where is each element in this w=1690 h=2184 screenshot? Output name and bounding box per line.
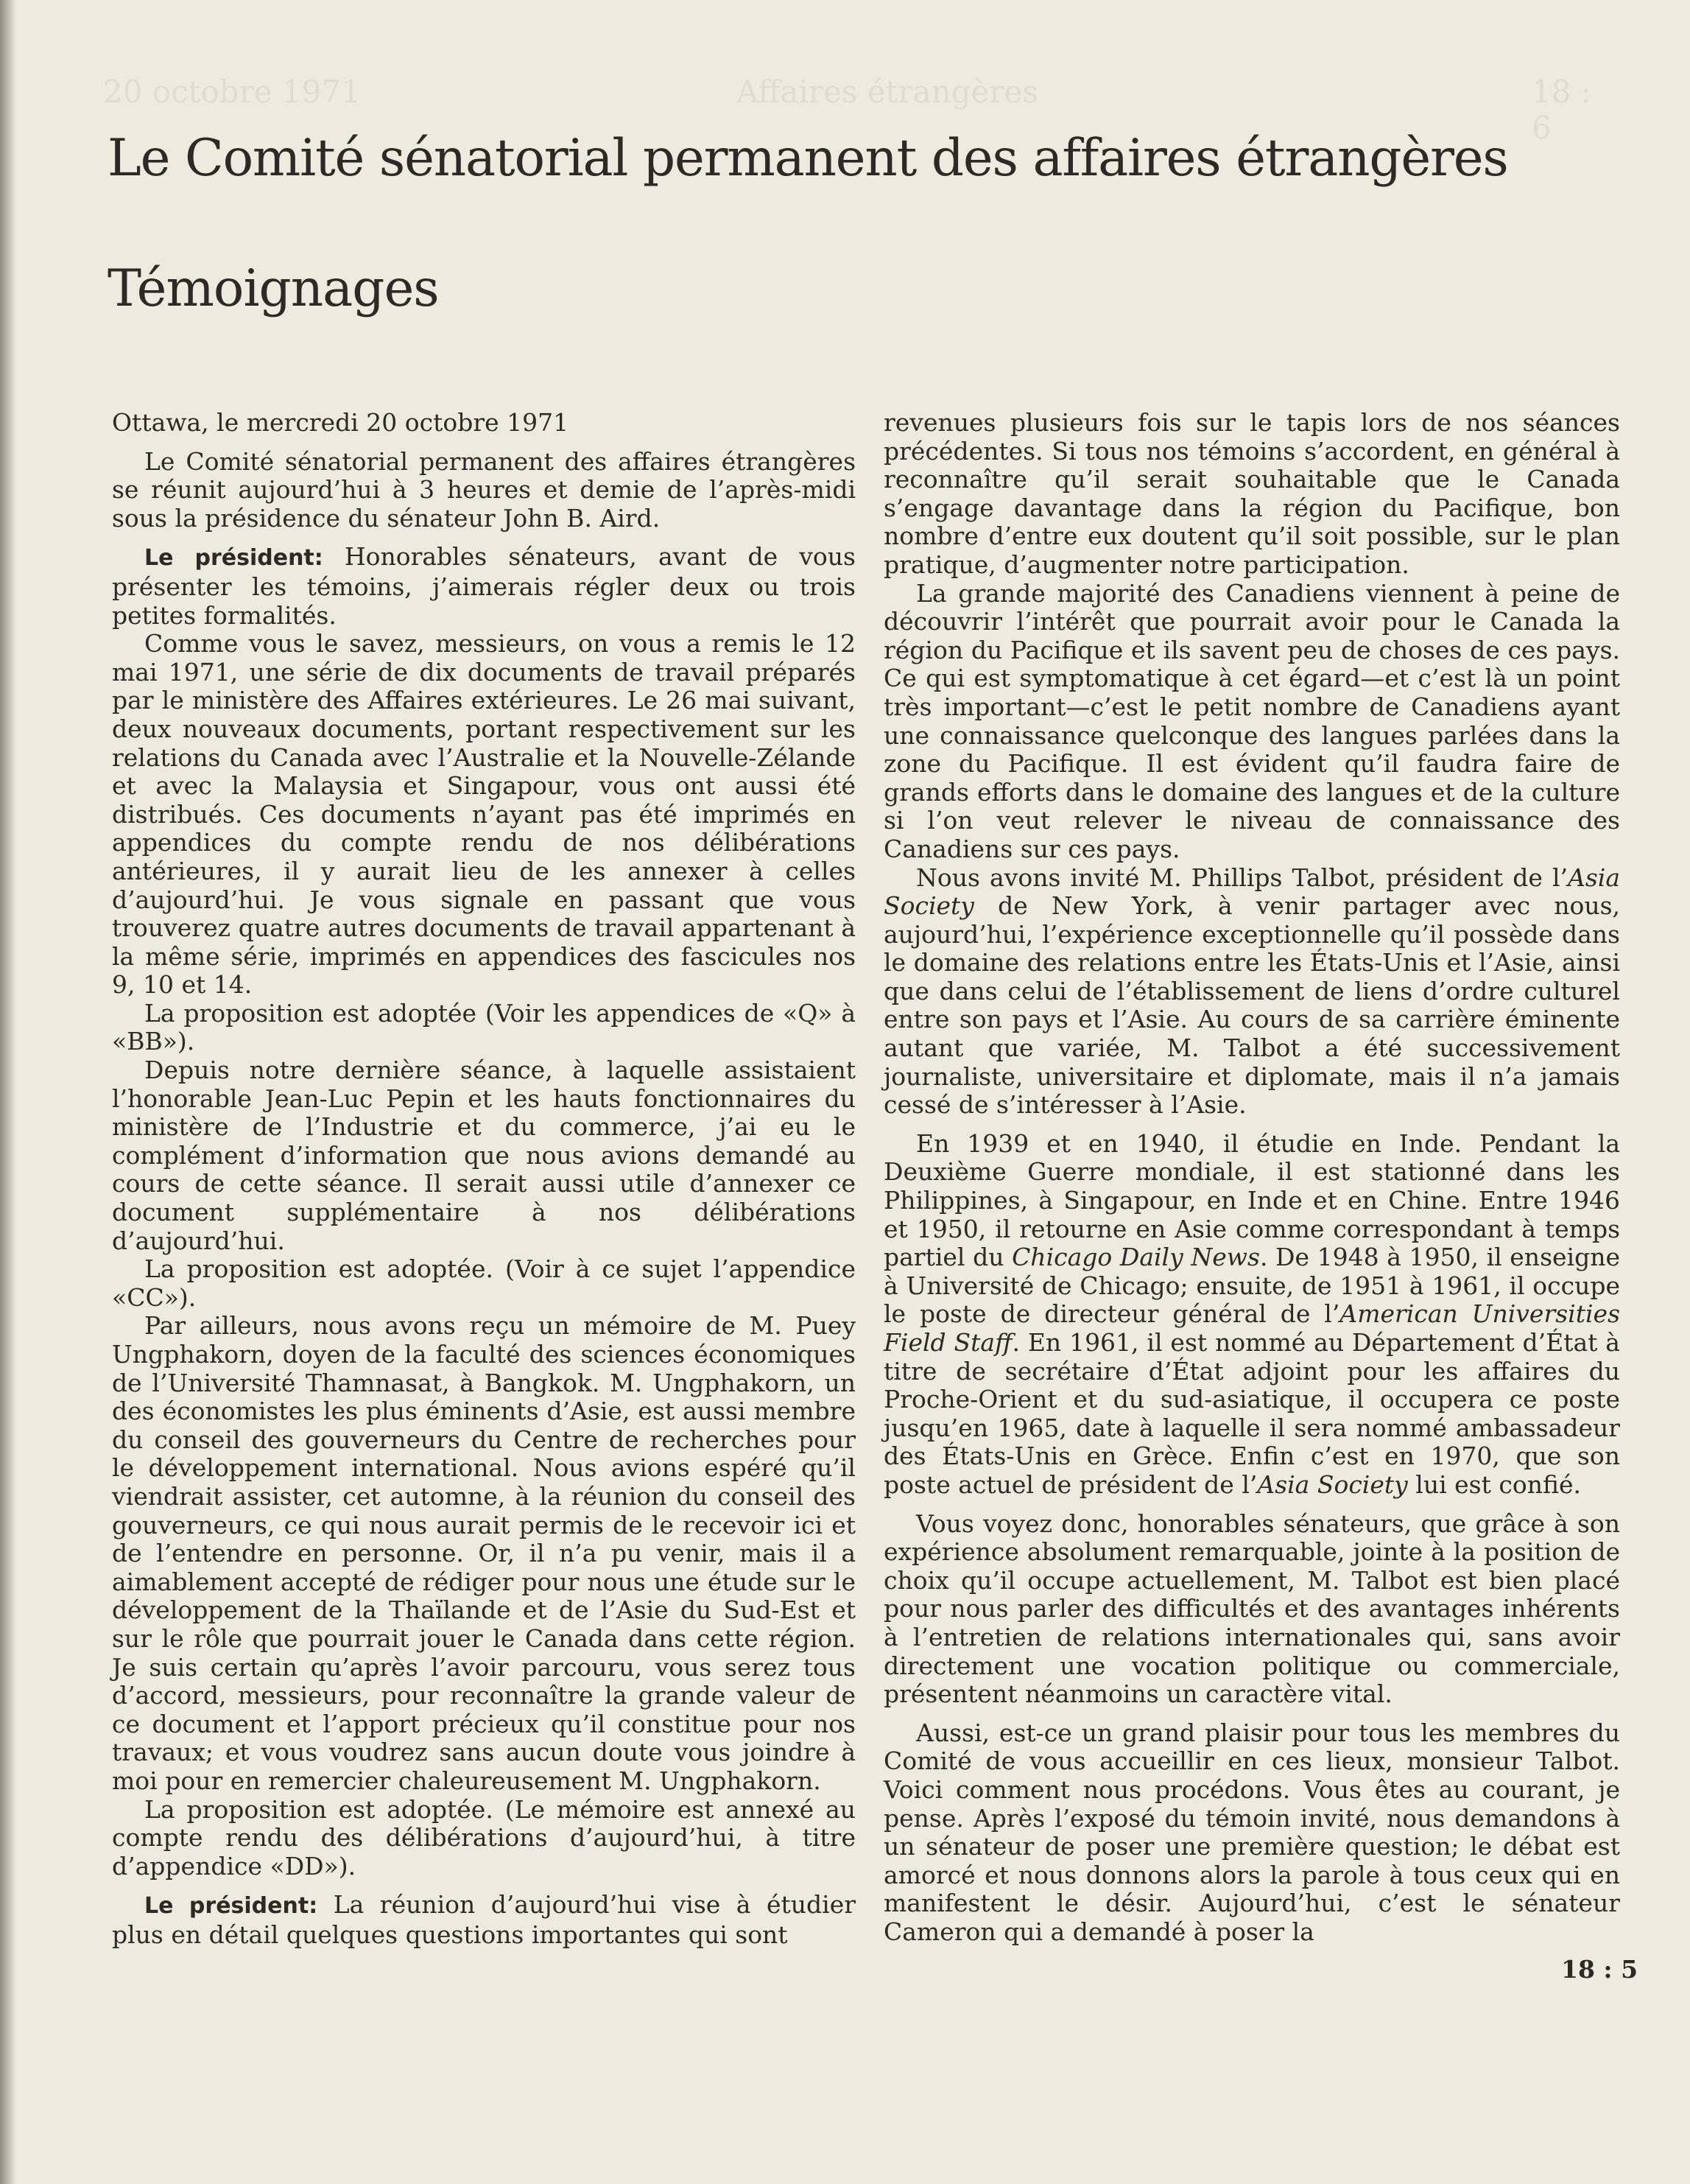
speaker-label: Le président:: [144, 545, 323, 572]
page-binding-shadow: [0, 0, 16, 2184]
page-number: 18 : 5: [1561, 1955, 1638, 1984]
bleed-through-header: [103, 74, 1613, 146]
paragraph: revenues plusieurs fois sur le tapis lors de nos séances précédentes. Si tous nos témoins s’accordent, en général à reconnaître qu’il serait souhaitable que le Canada s’engage davantage dans la région du Pacifique, bon nombre d’entre eux doutent qu’il soit possible, sur le plan pratique, d’augmenter notre participation.: [884, 408, 1620, 579]
paragraph: [112, 543, 856, 630]
paragraph: La proposition est adoptée. (Le mémoire est annexé au compte rendu des délibérations d’aujourd’hui, à titre d’appendice «DD»).: [112, 1794, 856, 1881]
paragraph: La grande majorité des Canadiens viennent à peine de découvrir l’intérêt que pourrait avoir pour le Canada la région du Pacifique et ils savent peu de choses de ces pays. Ce qui est symptomatique à cet égard—et c’est là un point très important—c’est le petit nombre de Canadiens ayant une connaissance quelconque des langues parlées dans la zone du Pacifique. Il est évident qu’il faudra faire de grands efforts dans le domaine des langues et de la culture si l’on veut relever le niveau de connaissance des Canadiens sur ces pays.: [884, 578, 1620, 863]
paragraph-text: . De 1948 à 1950, il enseigne à Université de Chicago; ensuite, de 1951 à 1961, il occupe le poste de directeur général de l’: [884, 1243, 1620, 1329]
bleed-through-title: Affaires étrangères: [736, 74, 1038, 110]
paragraph: [112, 1891, 856, 1949]
paragraph: Le Comité sénatorial permanent des affaires étrangères se réunit aujourd’hui à 3 heures et demie de l’après-midi sous la présidence du sénateur John B. Aird.: [112, 446, 856, 533]
publication-name: Chicago Daily News: [1012, 1243, 1260, 1272]
paragraph-text: Nous avons invité M. Phillips Talbot, président de l’: [916, 863, 1568, 892]
organization-name: American Universities Field Staff: [884, 1299, 1620, 1357]
paragraph: Aussi, est-ce un grand plaisir pour tous les membres du Comité de vous accueillir en ces lieux, monsieur Talbot. Voici comment nous procédons. Vous êtes au courant, je pense. Après l’exposé du témoin invité, nous demandons à un sénateur de poser une première question; le débat est amorcé et nous donnons alors la parole à tous ceux qui en manifestent le désir. Aujourd’hui, c’est le sénateur Cameron qui a demandé à poser la: [884, 1718, 1620, 1946]
paragraph-text: lui est confié.: [1407, 1470, 1581, 1499]
document-subtitle: Témoignages: [108, 259, 439, 318]
left-column: [112, 409, 856, 1949]
paragraph-text: . En 1961, il est nommé au Département d’État à titre de secrétaire d’État adjoint pour les affaires du Proche-Orient et du sud-asiatique, il occupera ce poste jusqu’en 1965, date à laquelle il sera nommé ambassadeur des États-Unis en Grèce. Enfin c’est en 1970, que son poste actuel de président de l’: [884, 1328, 1620, 1499]
right-column: [884, 409, 1620, 1946]
organization-name: Asia Society: [884, 863, 1620, 921]
bleed-through-page: 18 : 6: [1532, 74, 1591, 146]
paragraph: Comme vous le savez, messieurs, on vous a remis le 12 mai 1971, une série de dix documents de travail préparés par le ministère des Affaires extérieures. Le 26 mai suivant, deux nouveaux documents, portant respectivement sur les relations du Canada avec l’Australie et la Nouvelle-Zélande et avec la Malaysia et Singapour, vous ont aussi été distribués. Ces documents n’ayant pas été imprimés en appendices du compte rendu de nos délibérations antérieures, il y aurait lieu de les annexer à celles d’aujourd’hui. Je vous signale en passant que vous trouverez quatre autres documents de travail appartenant à la même série, imprimés en appendices des fascicules nos 9, 10 et 14.: [112, 629, 856, 1000]
dateline: Ottawa, le mercredi 20 octobre 1971: [112, 408, 569, 437]
paragraph: La proposition est adoptée. (Voir à ce sujet l’appendice «CC»).: [112, 1254, 856, 1312]
paragraph-text: La réunion d’aujourd’hui vise à étudier plus en détail quelques questions importantes qui sont: [112, 1890, 856, 1949]
paragraph: [884, 864, 1620, 1120]
speaker-label: Le président:: [144, 1893, 318, 1920]
paragraph-text: de New York, à venir partager avec nous, aujourd’hui, l’expérience exceptionnelle qu’il possède dans le domaine des relations entre les États-Unis et l’Asie, ainsi que dans celui de l’établissement de liens d’ordre culturel entre son pays et l’Asie. Au cours de sa carrière éminente autant que variée, M. Talbot a été successivement journaliste, universitaire et diplomate, mais il n’a jamais cessé de s’intéresser à l’Asie.: [884, 891, 1620, 1120]
paragraph: Depuis notre dernière séance, à laquelle assistaient l’honorable Jean-Luc Pepin et les hauts fonctionnaires du ministère de l’Industrie et du commerce, j’ai eu le complément d’information que nous avions demandé au cours de cette séance. Il serait aussi utile d’annexer ce document supplémentaire à nos délibérations d’aujourd’hui.: [112, 1056, 856, 1255]
paragraph: Par ailleurs, nous avons reçu un mémoire de M. Puey Ungphakorn, doyen de la faculté des sciences économiques de l’Université Thamnasat, à Bangkok. M. Ungphakorn, un des économistes les plus éminents d’Asie, est aussi membre du conseil des gouverneurs du Centre de recherches pour le développement international. Nous avions espéré qu’il viendrait assister, cet automne, à la réunion du conseil des gouverneurs, ce qui nous aurait permis de le recevoir ici et de l’entendre en personne. Or, il n’a pu venir, mais il a aimablement accepté de rédiger pour nous une étude sur le développement de la Thaïlande et de l’Asie du Sud-Est et sur le rôle que pourrait jouer le Canada dans cette région. Je suis certain qu’après l’avoir parcouru, vous serez tous d’accord, messieurs, pour reconnaître la grande valeur de ce document et l’apport précieux qu’il constitue pour nos travaux; et vous voudrez sans aucun doute vous joindre à moi pour en remercier chaleureusement M. Ungphakorn.: [112, 1311, 856, 1795]
organization-name: Asia Society: [1257, 1470, 1408, 1499]
paragraph: La proposition est adoptée (Voir les appendices de «Q» à «BB»).: [112, 998, 856, 1056]
paragraph: Vous voyez donc, honorables sénateurs, que grâce à son expérience absolument remarquable, jointe à la position de choix qu’il occupe actuellement, M. Talbot est bien placé pour nous parler des difficultés et des avantages inhérents à l’entretien de relations internationales qui, sans avoir directement une vocation politique ou commerciale, présentent néanmoins un caractère vital.: [884, 1509, 1620, 1709]
bleed-through-date: 20 octobre 1971: [103, 74, 361, 110]
document-title: Le Comité sénatorial permanent des affaires étrangères: [108, 129, 1508, 188]
paragraph-text: Honorables sénateurs, avant de vous présenter les témoins, j’aimerais régler deux ou trois petites formalités.: [112, 542, 856, 630]
paragraph: [884, 1130, 1620, 1500]
paragraph-text: En 1939 et en 1940, il étudie en Inde. Pendant la Deuxième Guerre mondiale, il est stationné dans les Philippines, à Singapour, en Inde et en Chine. Entre 1946 et 1950, il retourne en Asie comme correspondant à temps partiel du: [884, 1128, 1620, 1272]
